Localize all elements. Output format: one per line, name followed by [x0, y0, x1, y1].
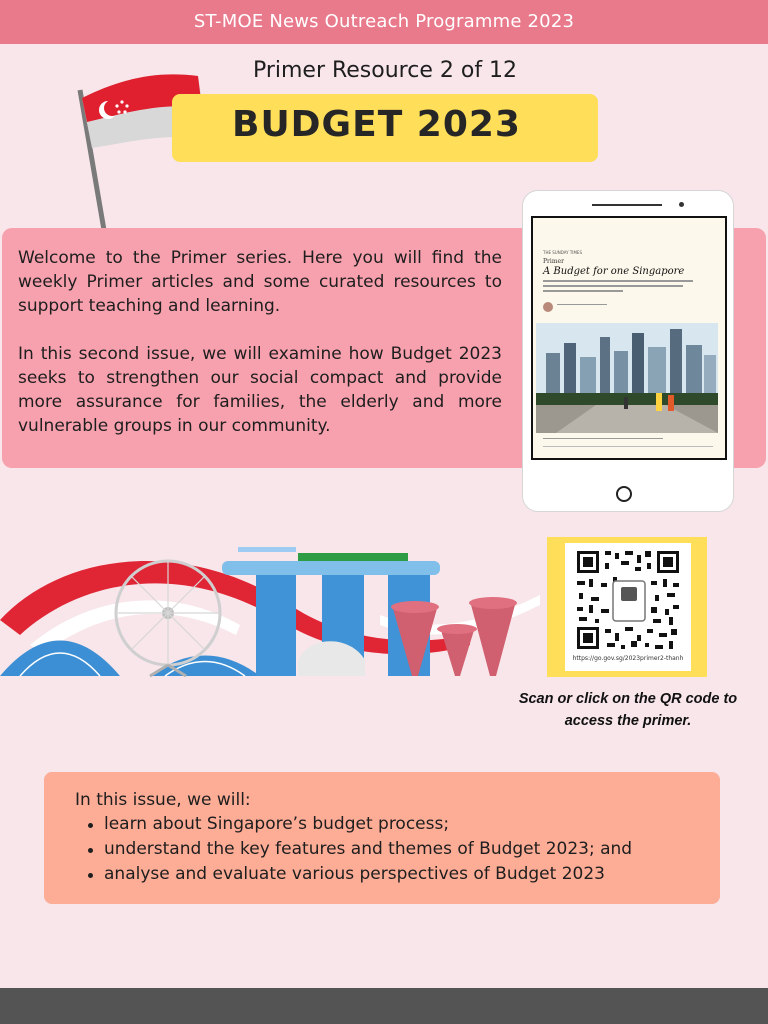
- singapore-skyline-illustration: [0, 535, 545, 680]
- list-item: analyse and evaluate various perspectives of Budget 2023: [78, 862, 632, 887]
- tablet-screen: [531, 216, 727, 460]
- article-kicker: THE SUNDAY TIMES: [543, 250, 582, 255]
- article-section: Primer: [543, 258, 564, 265]
- qr-code[interactable]: [565, 543, 691, 671]
- article-text-line: [543, 285, 683, 287]
- author-avatar: [543, 302, 553, 312]
- issue-intro: In this issue, we will:: [75, 790, 251, 810]
- scan-instruction: Scan or click on the QR code to access the primer.: [518, 691, 738, 729]
- article-divider: [543, 446, 713, 447]
- intro-text: [18, 246, 502, 462]
- resource-subtitle: Primer Resource 2 of 12: [252, 58, 518, 83]
- list-item: understand the key features and themes of Budget 2023; and: [78, 837, 632, 862]
- tablet-speaker: [592, 204, 662, 206]
- page-title: BUDGET 2023: [232, 104, 521, 145]
- intro-paragraph-1: Welcome to the Primer series. Here you will find the weekly Primer articles and some curated resources to support teaching and learning.: [18, 248, 502, 316]
- article-text-line: [543, 280, 693, 282]
- article-photo: [536, 323, 718, 433]
- list-item: learn about Singapore’s budget process;: [78, 812, 632, 837]
- issue-list: [78, 812, 632, 887]
- tablet-article-preview[interactable]: [522, 190, 734, 512]
- qr-link-text[interactable]: https://go.gov.sg/2023primer2-thanh: [572, 655, 684, 662]
- article-caption-line: [543, 438, 663, 439]
- article-author-line: [557, 304, 607, 305]
- footer-bar: [0, 988, 768, 1024]
- top-banner: [0, 0, 768, 44]
- banner-text: ST-MOE News Outreach Programme 2023: [193, 11, 575, 32]
- tablet-home-button[interactable]: [616, 486, 632, 502]
- intro-paragraph-2: In this second issue, we will examine how Budget 2023 seeks to strengthen our social compact and provide more assurance for families, the elderly and more vulnerable groups in our community.: [18, 344, 502, 436]
- article-text-line: [543, 290, 623, 292]
- tablet-camera-icon: [679, 202, 684, 207]
- article-title: A Budget for one Singapore: [543, 266, 685, 277]
